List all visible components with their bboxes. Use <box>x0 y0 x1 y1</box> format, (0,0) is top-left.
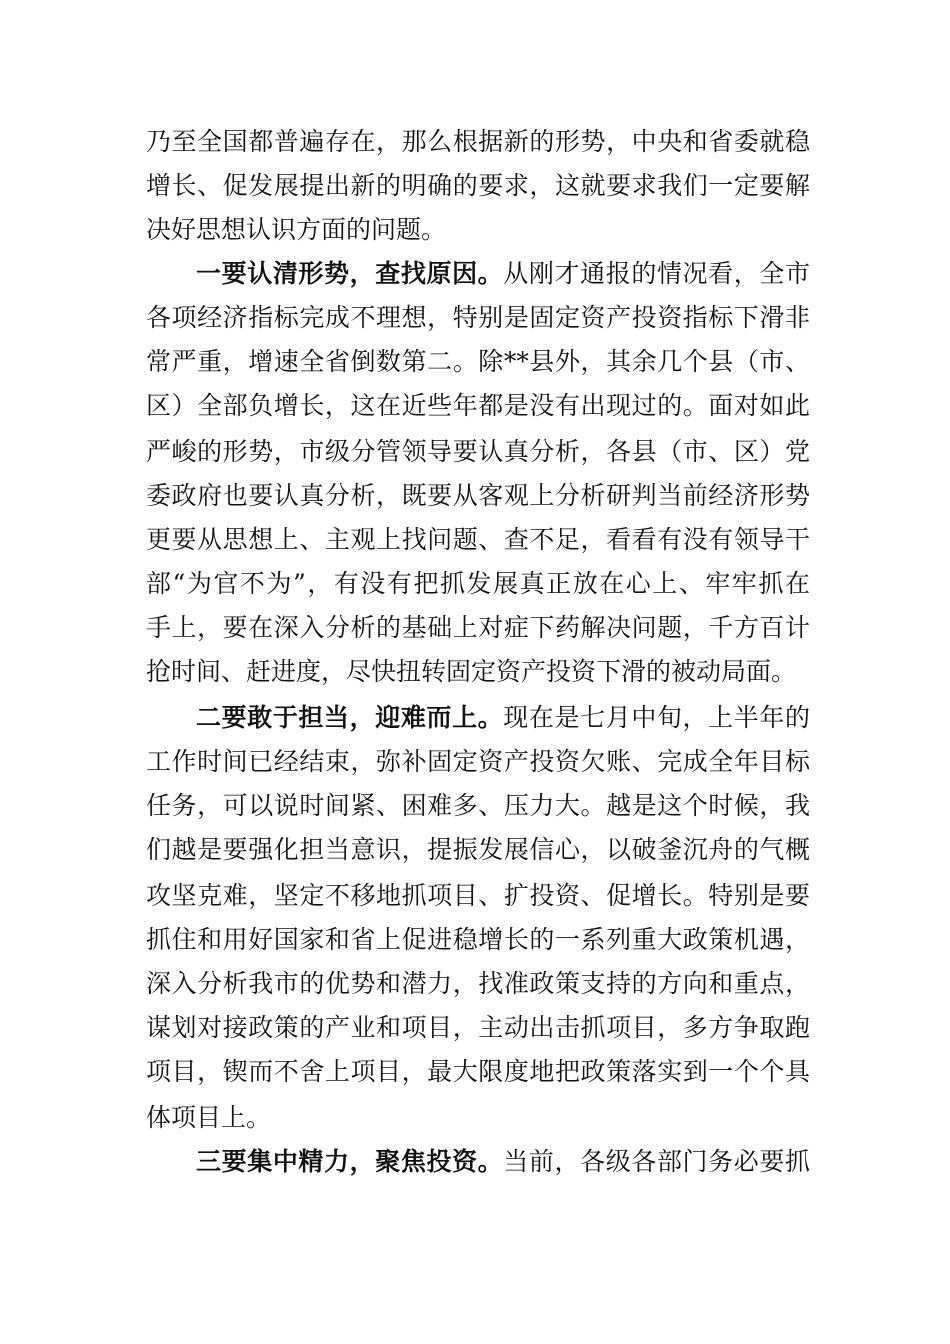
text-line: 抓住和用好国家和省上促进稳增长的一系列重大政策机遇， <box>146 925 810 954</box>
text-line: 委政府也要认真分析，既要从客观上分析研判当前经济形势 <box>146 481 810 510</box>
text-line: 部“为官不为”，有没有把抓发展真正放在心上、牢牢抓在 <box>146 569 810 598</box>
text-line: 常严重，增速全省倒数第二。除**县外，其余几个县（市、 <box>146 347 810 376</box>
text-line: 更要从思想上、主观上找问题、查不足，看看有没有领导干 <box>146 525 810 554</box>
text-line: 增长、促发展提出新的明确的要求，这就要求我们一定要解 <box>146 171 810 200</box>
text-run: 现在是七月中旬，上半年的 <box>503 703 810 732</box>
text-line: 工作时间已经结束，弥补固定资产投资欠账、完成全年目标 <box>146 747 810 776</box>
text-run: 从刚才通报的情况看，全市 <box>503 259 810 288</box>
paragraph-heading: 一要认清形势，查找原因。 <box>196 259 504 288</box>
text-line: 们越是要强化担当意识，提振发展信心，以破釜沉舟的气概 <box>146 835 810 864</box>
text-line: 深入分析我市的优势和潜力，找准政策支持的方向和重点， <box>146 969 810 998</box>
paragraph-heading: 二要敢于担当，迎难而上。 <box>196 703 504 732</box>
text-line: 任务，可以说时间紧、困难多、压力大。越是这个时候，我 <box>146 791 810 820</box>
text-line: 抢时间、赶进度，尽快扭转固定资产投资下滑的被动局面。 <box>146 657 797 686</box>
text-line: 决好思想认识方面的问题。 <box>146 215 447 244</box>
text-line: 手上，要在深入分析的基础上对症下药解决问题，千方百计 <box>146 613 810 642</box>
text-line: 乃至全国都普遍存在，那么根据新的形势，中央和省委就稳 <box>146 127 810 156</box>
paragraph-first-line <box>196 254 810 294</box>
text-line: 攻坚克难，坚定不移地抓项目、扩投资、促增长。特别是要 <box>146 881 810 910</box>
text-line: 各项经济指标完成不理想，特别是固定资产投资指标下滑非 <box>146 303 810 332</box>
text-line: 区）全部负增长，这在近些年都是没有出现过的。面对如此 <box>146 391 810 420</box>
text-line: 体项目上。 <box>146 1103 272 1132</box>
text-run: 当前，各级各部门务必要抓 <box>503 1147 810 1176</box>
paragraph-first-line <box>196 698 810 738</box>
text-line: 严峻的形势，市级分管领导要认真分析，各县（市、区）党 <box>146 437 810 466</box>
paragraph-first-line <box>196 1142 810 1182</box>
text-line: 项目，锲而不舍上项目，最大限度地把政策落实到一个个具 <box>146 1057 810 1086</box>
text-line: 谋划对接政策的产业和项目，主动出击抓项目，多方争取跑 <box>146 1013 810 1042</box>
paragraph-heading: 三要集中精力，聚焦投资。 <box>196 1147 504 1176</box>
